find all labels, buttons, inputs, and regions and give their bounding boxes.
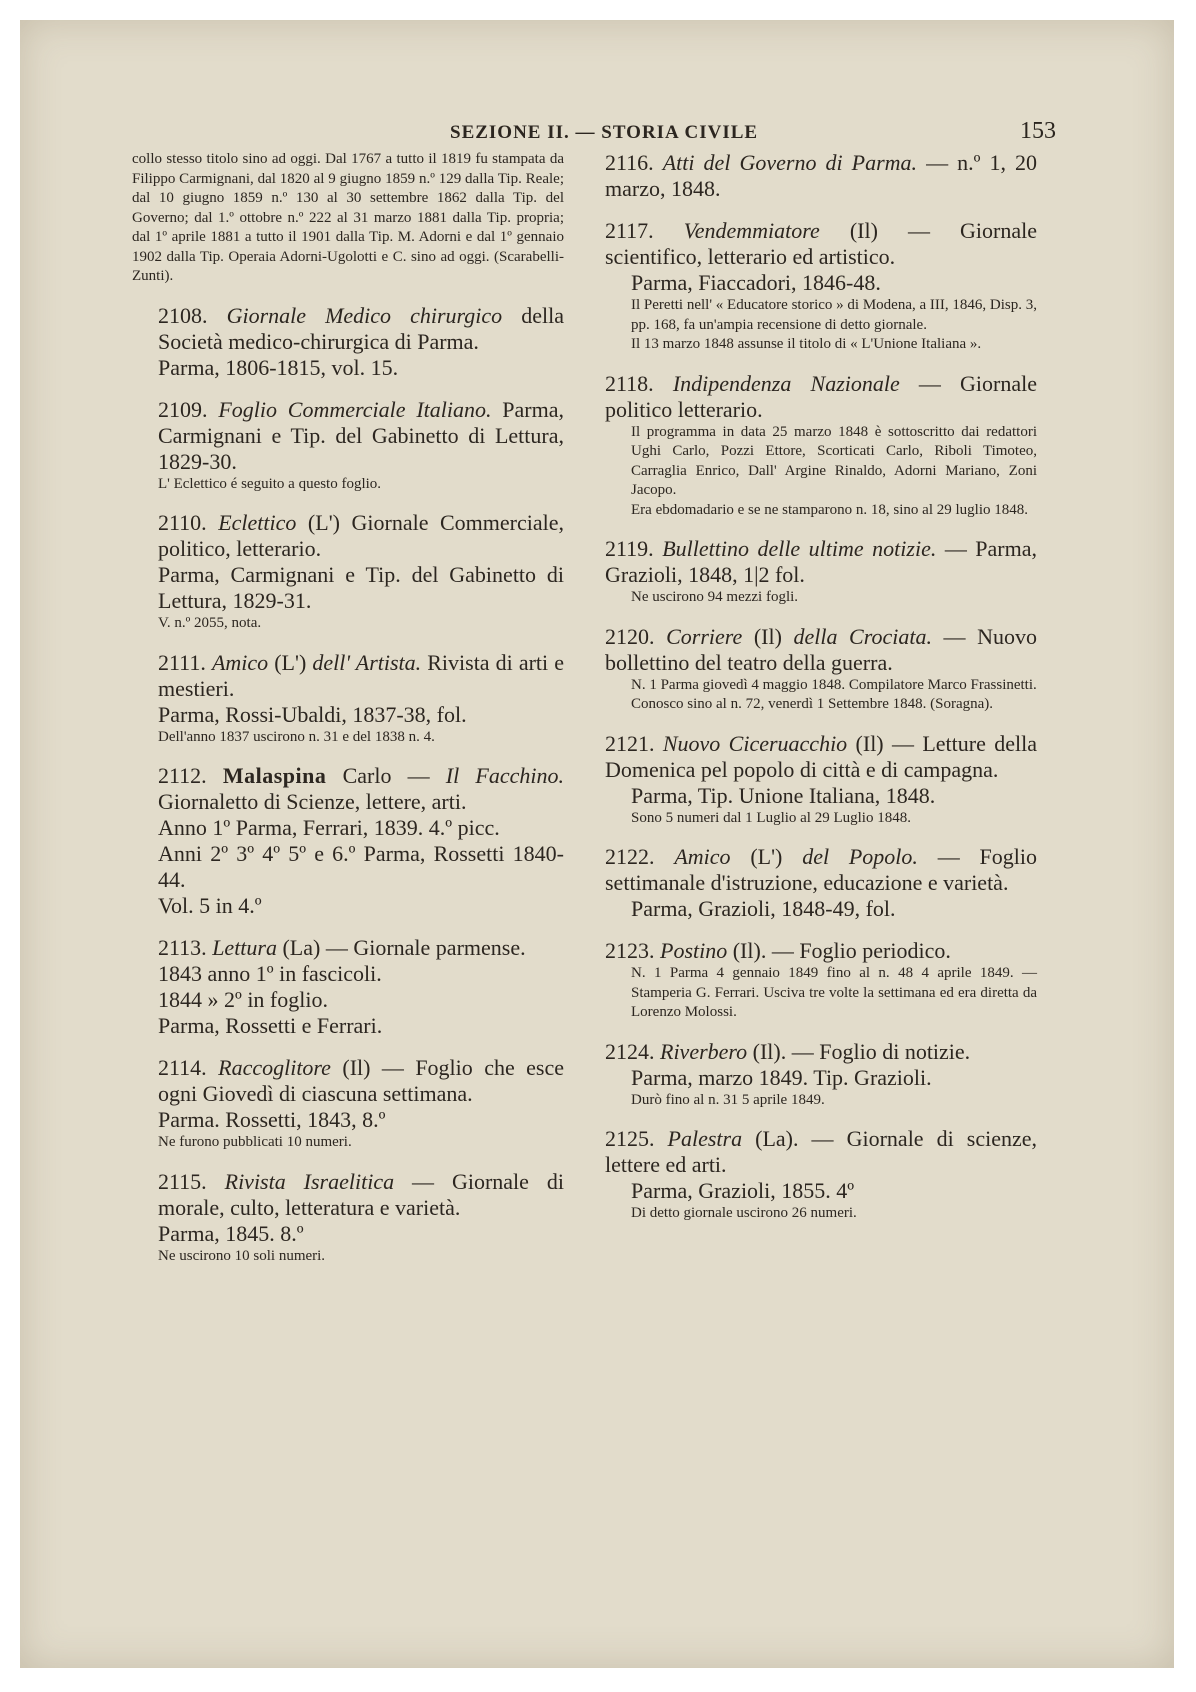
running-title: SEZIONE II. — STORIA CIVILE bbox=[450, 122, 759, 143]
imprint: Parma, 1806-1815, vol. 15. bbox=[158, 354, 399, 380]
note: Durò fino al n. 31 5 aprile 1849. bbox=[631, 1091, 825, 1108]
note: L' Eclettico é seguito a questo foglio. bbox=[158, 475, 382, 492]
entry-heading: 2108. Giornale Medico chirurgico della Società medico-chirurgica di Parma. bbox=[158, 302, 565, 354]
entry-2114 bbox=[132, 1055, 564, 1153]
entry-2118 bbox=[605, 371, 1037, 521]
entry-title: Palestra bbox=[667, 1126, 743, 1151]
entry-2122 bbox=[605, 844, 1037, 922]
author: Malaspina bbox=[222, 763, 327, 788]
entry-heading: 2113. Lettura (La) — Giornale parmense. bbox=[158, 935, 526, 960]
imprint: Parma, Carmignani e Tip. del Gabinetto di Lettura, 1829-31. bbox=[158, 562, 564, 613]
imprint: Parma, Fiaccadori, 1846-48. bbox=[631, 270, 881, 295]
entry-heading: 2114. Raccoglitore (Il) — Foglio che esce ogni Giovedì di ciascuna settimana. bbox=[158, 1055, 565, 1106]
entry-2119 bbox=[605, 536, 1037, 608]
right-column bbox=[605, 150, 1037, 1240]
entry-2120 bbox=[605, 624, 1037, 715]
entry-2125 bbox=[605, 1126, 1037, 1224]
note: Il Peretti nell' « Educatore storico » di Modena, a III, 1846, Disp. 3, pp. 168, fa un'ampia recensione di detto giornale. bbox=[631, 297, 1037, 333]
entry-2113 bbox=[132, 935, 564, 1039]
entry-heading: 2122. Amico (L') del Popolo. — Foglio settimanale d'istruzione, educazione e varietà. bbox=[605, 844, 1037, 895]
entry-title: Vendemmiatore bbox=[683, 218, 820, 243]
entry-title: Amico bbox=[674, 844, 731, 869]
entry-2123 bbox=[605, 938, 1037, 1023]
entry-heading: 2111. Amico (L') dell' Artista. Rivista di arti e mestieri. bbox=[158, 649, 564, 701]
imprint: Parma, Grazioli, 1855. 4º bbox=[631, 1178, 855, 1203]
imprint: Parma. Rossetti, 1843, 8.º bbox=[158, 1107, 386, 1132]
note: Era ebdomadario e se ne stamparono n. 18, sino al 29 luglio 1848. bbox=[631, 501, 1028, 518]
entry-2116 bbox=[605, 150, 1037, 202]
entry-title: Giornale Medico chirurgico bbox=[226, 302, 503, 328]
entry-2109 bbox=[132, 397, 564, 495]
entry-heading: 2115. Rivista Israelitica — Giornale di morale, culto, letteratura e varietà. bbox=[158, 1168, 564, 1220]
entry-2108 bbox=[132, 303, 564, 381]
page-number: 153 bbox=[1020, 118, 1056, 144]
imprint-line: 1843 anno 1º in fascicoli. bbox=[158, 961, 382, 986]
imprint: Parma, Grazioli, 1848-49, fol. bbox=[631, 896, 896, 921]
entry-title: Il Facchino. bbox=[445, 763, 564, 788]
entry-title: Rivista Israelitica bbox=[224, 1168, 395, 1194]
left-column bbox=[132, 150, 564, 1282]
imprint: Parma, marzo 1849. Tip. Grazioli. bbox=[631, 1064, 932, 1090]
note: N. 1 Parma giovedì 4 maggio 1848. Compilatore Marco Frassinetti. bbox=[631, 676, 1037, 693]
entry-heading: 2117. Vendemmiatore (Il) — Giornale scientifico, letterario ed artistico. bbox=[605, 218, 1038, 269]
entry-title: Raccoglitore bbox=[218, 1055, 331, 1080]
note: Ne uscirono 10 soli numeri. bbox=[158, 1247, 326, 1264]
imprint: Parma, 1845. 8.º bbox=[158, 1220, 304, 1246]
entry-2112 bbox=[132, 763, 564, 919]
entry-2124 bbox=[605, 1039, 1037, 1111]
entry-title: Nuovo Ciceruacchio bbox=[662, 730, 848, 756]
entry-2115 bbox=[132, 1169, 564, 1267]
note: Di detto giornale uscirono 26 numeri. bbox=[631, 1205, 857, 1221]
note: Sono 5 numeri dal 1 Luglio al 29 Luglio 1848. bbox=[631, 809, 911, 826]
entry-heading: 2124. Riverbero (Il). — Foglio di notizie. bbox=[605, 1038, 971, 1064]
entry-title: Riverbero bbox=[660, 1038, 748, 1064]
note: N. 1 Parma 4 gennaio 1849 fino al n. 48 4 aprile 1849. — Stamperia G. Ferrari. Usciva tre volte la settimana ed era diretta da Lorenzo Molossi. bbox=[631, 965, 1037, 1020]
imprint: Parma, Rossi-Ubaldi, 1837-38, fol. bbox=[158, 701, 467, 727]
entry-title: Lettura bbox=[212, 935, 277, 960]
entry-heading: 2118. Indipendenza Nazionale — Giornale politico letterario. bbox=[605, 370, 1038, 422]
imprint: Parma, Tip. Unione Italiana, 1848. bbox=[631, 782, 936, 808]
entry-title: Corriere bbox=[666, 623, 743, 649]
entry-2121 bbox=[605, 731, 1037, 829]
entry-title: Foglio Commerciale Italiano. bbox=[218, 396, 492, 422]
entry-2110 bbox=[132, 510, 564, 634]
entry-title: Amico bbox=[211, 649, 269, 675]
imprint-line: 1844 » 2º in foglio. bbox=[158, 987, 328, 1012]
continued-note: collo stesso titolo sino ad oggi. Dal 1767 a tutto il 1819 fu stampata da Filippo Carmignani, dal 1820 al 9 giugno 1859 n.º 129 dalla Tip. Reale; dal 10 giugno 1859 n.º 130 al 30 settembre 1862 dalla Tip. del Governo; dal 1.º ottobre n.º 222 al 31 marzo 1881 dalla Tip. propria; dal 1º aprile 1881 a tutto il 1901 dalla Tip. M. Adorni e dal 1º gennaio 1902 dalla Tip. Operaia Adorni-Ugolotti e C. sino ad oggi. (Scarabelli-Zunti). bbox=[132, 151, 564, 284]
note: V. n.º 2055, nota. bbox=[158, 615, 262, 631]
imprint-line: Anni 2º 3º 4º 5º e 6.º Parma, Rossetti 1840-44. bbox=[158, 841, 564, 892]
entry-heading: 2123. Postino (Il). — Foglio periodico. bbox=[605, 938, 951, 963]
entry-title: Postino bbox=[660, 938, 728, 963]
note: Ne furono pubblicati 10 numeri. bbox=[158, 1134, 352, 1150]
entry-2117 bbox=[605, 218, 1037, 355]
entry-title: Bullettino delle ultime notizie. bbox=[662, 536, 937, 561]
note: Il programma in data 25 marzo 1848 è sottoscritto dai redattori Ughi Carlo, Pozzi Ettore, Scorticati Carlo, Riboli Timoteo, Carraglia Enrico, Dall' Argine Rinaldo, Adorni Mariano, Zoni Jacopo. bbox=[631, 423, 1037, 498]
note: Ne uscirono 94 mezzi fogli. bbox=[631, 589, 799, 605]
entry-heading: 2116. Atti del Governo di Parma. — n.º 1, 20 marzo, 1848. bbox=[605, 150, 1038, 201]
note: Conosco sino al n. 72, venerdì 1 Settembre 1848. (Soragna). bbox=[631, 696, 994, 712]
entry-title: Indipendenza Nazionale bbox=[672, 370, 900, 396]
entry-heading: 2121. Nuovo Ciceruacchio (Il) — Letture della Domenica pel popolo di città e di campagna. bbox=[605, 730, 1037, 782]
entry-heading: 2109. Foglio Commerciale Italiano. Parma, Carmignani e Tip. del Gabinetto di Lettura, 1829-30. bbox=[158, 396, 564, 474]
entry-title: Atti del Governo di Parma. bbox=[662, 150, 918, 175]
entry-heading: 2120. Corriere (Il) della Crociata. — Nuovo bollettino del teatro della guerra. bbox=[605, 623, 1037, 675]
imprint-line: Parma, Rossetti e Ferrari. bbox=[158, 1013, 383, 1038]
note: Il 13 marzo 1848 assunse il titolo di « L'Unione Italiana ». bbox=[631, 336, 982, 352]
note: Dell'anno 1837 uscirono n. 31 e del 1838 n. 4. bbox=[158, 728, 435, 745]
imprint-line: Vol. 5 in 4.º bbox=[158, 893, 262, 918]
entry-heading: 2125. Palestra (La). — Giornale di scienze, lettere ed arti. bbox=[605, 1126, 1037, 1177]
entry-heading: 2112. Malaspina Carlo — Il Facchino. Giornaletto di Scienze, lettere, arti. bbox=[158, 763, 564, 814]
entry-heading: 2110. Eclettico (L') Giornale Commerciale, politico, letterario. bbox=[158, 510, 565, 561]
entry-2111 bbox=[132, 650, 564, 748]
imprint-line: Anno 1º Parma, Ferrari, 1839. 4.º picc. bbox=[158, 815, 500, 840]
entry-heading: 2119. Bullettino delle ultime notizie. — Parma, Grazioli, 1848, 1|2 fol. bbox=[605, 536, 1038, 587]
entry-title: Eclettico bbox=[218, 510, 297, 535]
